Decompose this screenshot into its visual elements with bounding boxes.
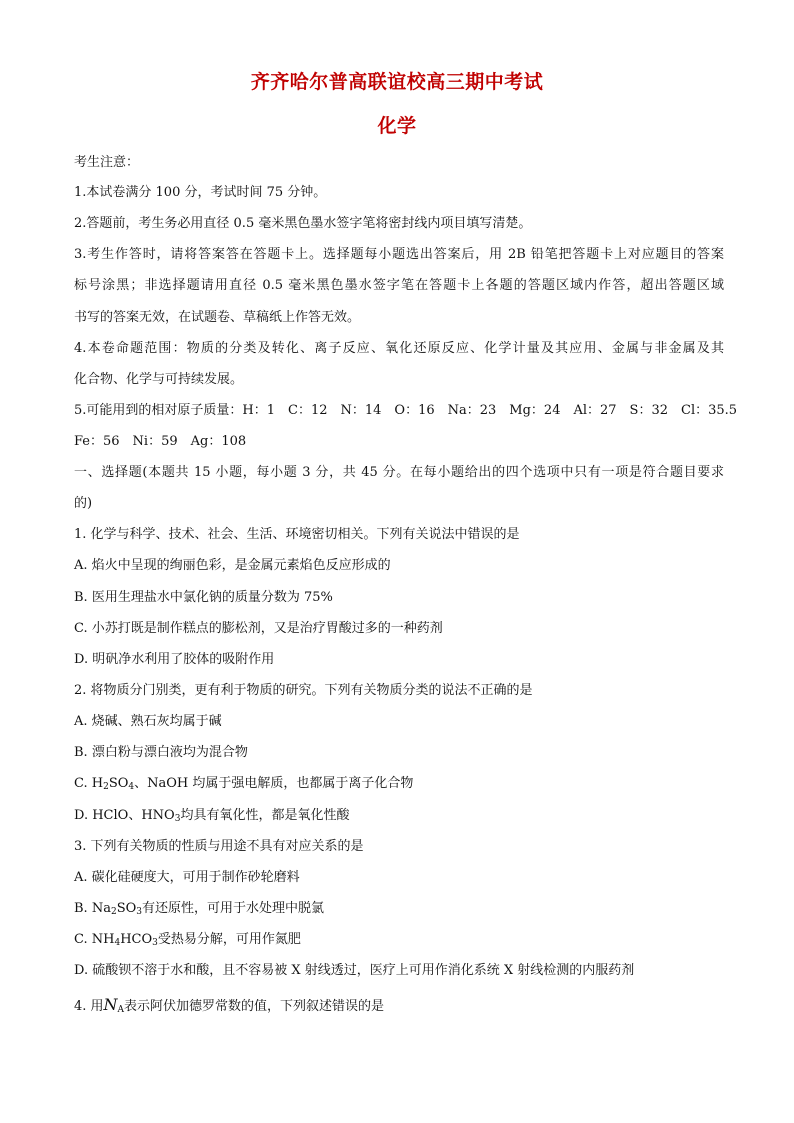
notice-item-4-line-2: 化合物、化学与可持续发展。 [74,372,244,387]
question-2-option-a: A. 烧碱、熟石灰均属于碱 [74,714,222,729]
question-1-option-a: A. 焰火中呈现的绚丽色彩，是金属元素焰色反应形成的 [74,558,391,573]
question-3-option-b: B. $Na_2SO_3$有还原性，可用于水处理中脱氯 [74,901,325,917]
question-1-option-c: C. 小苏打既是制作糕点的膨松剂，又是治疗胃酸过多的一种药剂 [74,621,443,636]
section-1-heading-line-2: 的) [74,496,93,511]
notice-item-3-line-3: 书写的答案无效，在试题卷、草稿纸上作答无效。 [74,310,361,325]
question-4-stem: 4. 用$N_A$表示阿伏加德罗常数的值，下列叙述错误的是 [74,995,385,1015]
subject-title: 化学 [377,115,417,137]
section-1-heading-line-1: 一、选择题(本题共 15 小题，每小题 3 分，共 45 分。在每小题给出的四个选项中只有一项是符合题目要求 [74,465,724,480]
notice-heading: 考生注意： [74,155,140,170]
question-3-stem: 3. 下列有关物质的性质与用途不具有对应关系的是 [74,839,364,854]
question-3-option-a: A. 碳化硅硬度大，可用于制作砂轮磨料 [74,870,300,885]
notice-item-2: 2.答题前，考生务必用直径 0.5 毫米黑色墨水签字笔将密封线内项目填写清楚。 [74,216,532,231]
avogadro-constant-symbol: $N_A$ [103,995,125,1015]
notice-item-3-line-2: 标号涂黑；非选择题请用直径 0.5 毫米黑色墨水签字笔在答题卡上各题的答题区域内作答，超出答题区域 [74,278,724,293]
question-3-option-d: D. 硫酸钡不溶于水和酸，且不容易被 X 射线透过，医疗上可用作消化系统 X 射线检测的内服药剂 [74,963,635,978]
notice-item-3-line-1: 3.考生作答时，请将答案答在答题卡上。选择题每小题选出答案后，用 2B 铅笔把答题卡上对应题目的答案 [74,247,724,262]
question-2-option-d: D. HClO、$HNO_3$均具有氧化性，都是氧化性酸 [74,808,350,824]
question-1-option-d: D. 明矾净水利用了胶体的吸附作用 [74,652,275,667]
question-3-option-c: C. $NH_4HCO_3$受热易分解，可用作氮肥 [74,932,301,948]
question-2-option-b: B. 漂白粉与漂白液均为混合物 [74,745,248,760]
notice-item-5-line-2: Fe：56 Ni：59 Ag：108 [74,434,247,449]
question-2-stem: 2. 将物质分门别类，更有利于物质的研究。下列有关物质分类的说法不正确的是 [74,683,533,698]
question-1-option-b: B. 医用生理盐水中氯化钠的质量分数为 75% [74,590,333,605]
notice-item-4-line-1: 4.本卷命题范围：物质的分类及转化、离子反应、氧化还原反应、化学计量及其应用、金属与非金属及其 [74,341,724,356]
question-2-option-c: C. $H_2SO_4$、NaOH 均属于强电解质，也都属于离子化合物 [74,776,414,792]
exam-title: 齐齐哈尔普高联谊校高三期中考试 [250,71,544,93]
notice-item-5-line-1: 5.可能用到的相对原子质量：H：1 C：12 N：14 O：16 Na：23 Mg：24 Al：27 S：32 Cl：35.5 [74,403,738,418]
question-1-stem: 1. 化学与科学、技术、社会、生活、环境密切相关。下列有关说法中错误的是 [74,527,520,542]
notice-item-1: 1.本试卷满分 100 分，考试时间 75 分钟。 [74,185,327,200]
